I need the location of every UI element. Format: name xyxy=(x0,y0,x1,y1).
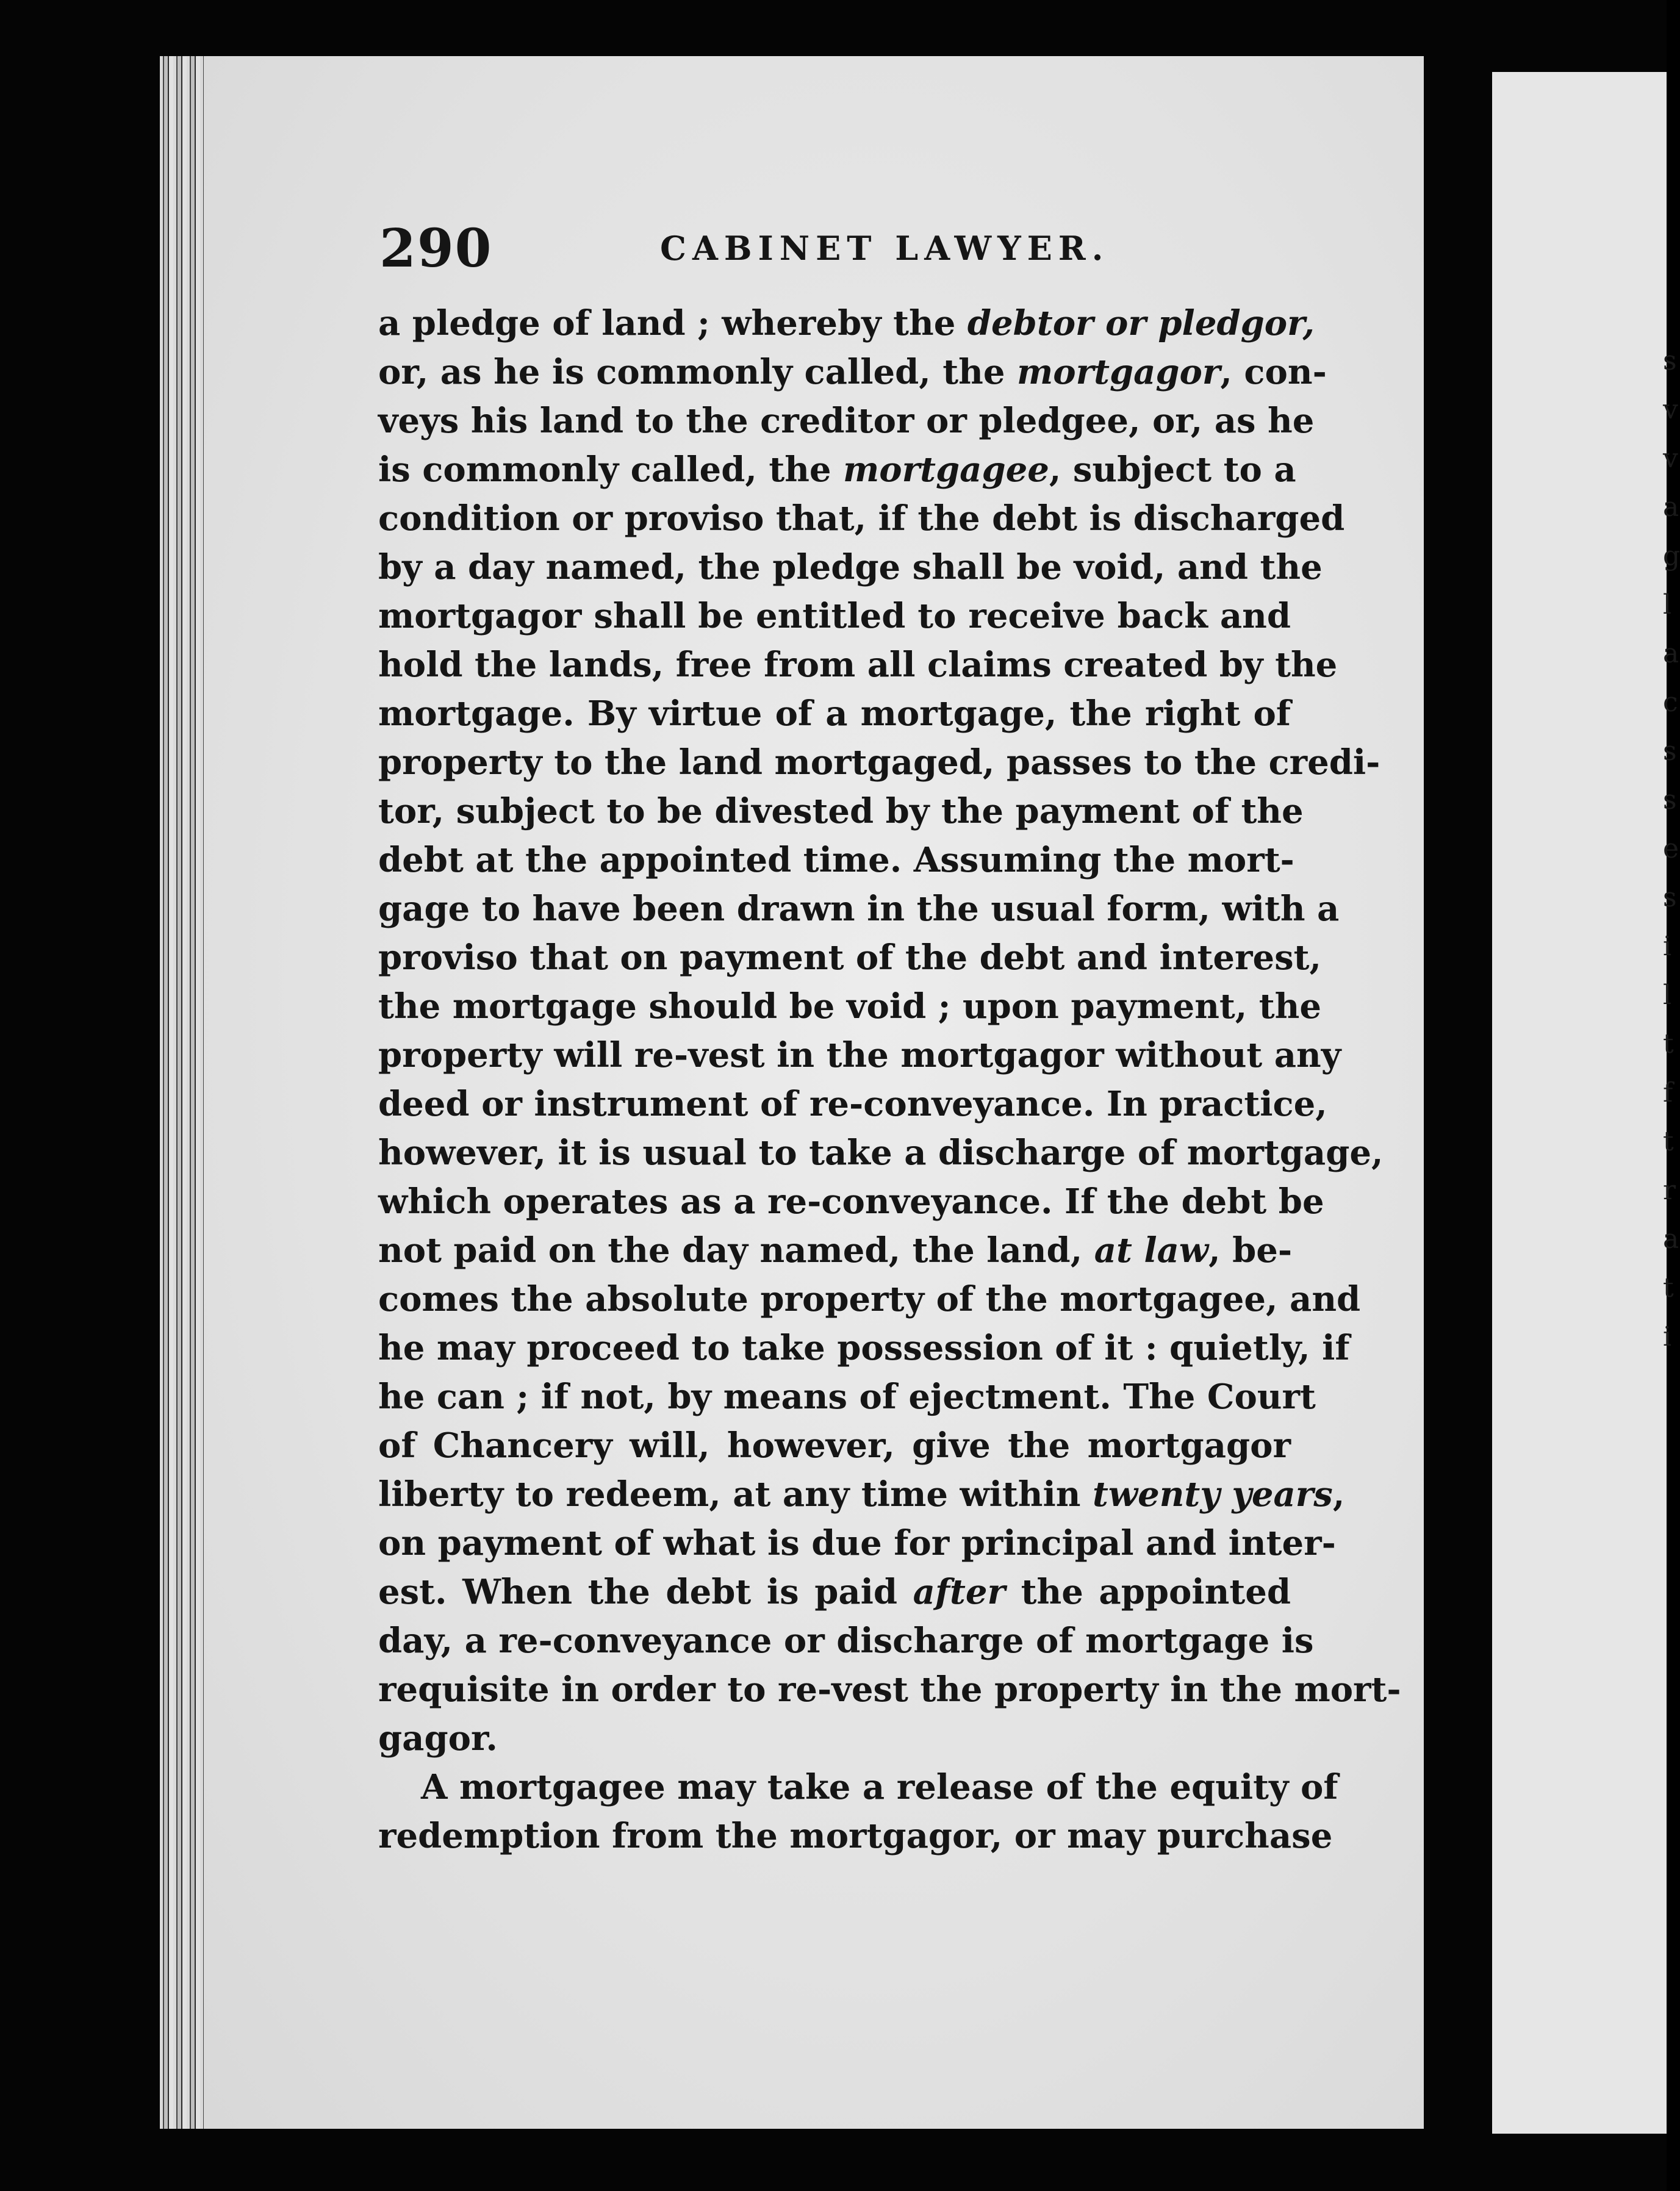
facing-page-letter-fragment: s xyxy=(1663,736,1677,767)
text-line-segment: mortgagor shall be entitled to receive back and xyxy=(378,596,1291,636)
facing-page-letter-fragment: t xyxy=(1663,1272,1674,1303)
text-line-segment: proviso that on payment of the debt and interest, xyxy=(378,938,1322,978)
text-line xyxy=(378,299,1315,348)
text-line-segment: of Chancery will, however, give the mortgagor xyxy=(378,1425,1291,1466)
text-line-segment: requisite in order to re-vest the property in the mort- xyxy=(378,1669,1401,1710)
text-line-segment: , con- xyxy=(1220,352,1327,392)
text-line-segment: however, it is usual to take a discharge of mortgage, xyxy=(378,1133,1384,1173)
body-text xyxy=(378,299,1401,1860)
facing-page-letter-fragment: t xyxy=(1663,1126,1674,1157)
running-title: CABINET LAWYER. xyxy=(660,229,1110,268)
text-line-segment: hold the lands, free from all claims created by the xyxy=(378,645,1338,685)
facing-page-edge xyxy=(1492,72,1680,2134)
text-line xyxy=(378,494,1345,543)
text-line xyxy=(378,689,1291,738)
text-line-segment: , subject to a xyxy=(1049,450,1296,490)
page-number: 290 xyxy=(379,218,493,279)
text-line xyxy=(378,1177,1324,1226)
facing-page-letter-fragment: s xyxy=(1663,882,1677,913)
text-line-segment: or, as he is commonly called, the xyxy=(378,352,1017,392)
text-line xyxy=(378,787,1304,836)
text-line xyxy=(378,933,1322,982)
text-line xyxy=(378,1714,1291,1763)
text-line-segment: which operates as a re-conveyance. If the debt be xyxy=(378,1182,1324,1222)
facing-page-letter-fragment: a xyxy=(1663,1224,1679,1255)
italic-phrase: at law xyxy=(1094,1230,1209,1271)
facing-page-letter-fragment: s xyxy=(1663,784,1677,816)
text-line xyxy=(378,640,1338,689)
text-line-segment: by a day named, the pledge shall be void, and the xyxy=(378,547,1323,587)
text-line-segment: day, a re-conveyance or discharge of mortgage is xyxy=(378,1621,1314,1661)
running-head xyxy=(379,218,1264,285)
text-line-segment: he can ; if not, by means of ejectment. The Court xyxy=(378,1377,1316,1417)
text-line xyxy=(378,1275,1361,1324)
text-line xyxy=(378,1616,1314,1665)
facing-page-letter-fragment: t xyxy=(1663,1028,1674,1060)
facing-page-letter-fragment: l xyxy=(1663,980,1672,1011)
text-line-segment: gagor. xyxy=(378,1718,498,1759)
facing-page-letter-fragment: v xyxy=(1663,394,1678,425)
text-line-segment: he may proceed to take possession of it : quietly, if xyxy=(378,1328,1350,1368)
text-line-segment: veys his land to the creditor or pledgee, or, as he xyxy=(378,401,1315,441)
text-line xyxy=(378,1324,1350,1372)
text-line xyxy=(378,1812,1333,1860)
facing-page-letter-fragment: c xyxy=(1663,687,1678,718)
text-line xyxy=(378,1421,1291,1470)
text-line-segment: a pledge of land ; whereby the xyxy=(378,303,967,343)
text-line xyxy=(378,1128,1384,1177)
text-line-segment: on payment of what is due for principal and inter- xyxy=(378,1523,1336,1563)
text-line xyxy=(378,1470,1345,1519)
text-line-segment: the mortgage should be void ; upon payment, the xyxy=(378,986,1321,1027)
text-line xyxy=(378,1763,1338,1812)
text-line-segment: property to the land mortgaged, passes to the credi- xyxy=(378,742,1380,783)
text-line-segment: the appointed xyxy=(1005,1572,1291,1612)
text-line xyxy=(378,445,1296,494)
text-line-segment: mortgage. By virtue of a mortgage, the right of xyxy=(378,694,1291,734)
text-line-segment: gage to have been drawn in the usual form, with a xyxy=(378,889,1340,929)
book-page xyxy=(204,56,1424,2129)
text-line xyxy=(378,1226,1291,1275)
text-line xyxy=(378,1568,1291,1616)
text-line xyxy=(378,884,1340,933)
text-line xyxy=(378,982,1321,1031)
facing-page-letter-fragment: a xyxy=(1663,492,1679,523)
facing-page-letter-fragment: l xyxy=(1663,589,1672,620)
text-line-segment: condition or proviso that, if the debt is discharged xyxy=(378,498,1345,539)
facing-page-letter-fragment: e xyxy=(1663,833,1679,864)
text-line xyxy=(378,396,1315,445)
italic-phrase: debtor or pledgor, xyxy=(967,303,1315,343)
text-line-segment: , be- xyxy=(1208,1230,1293,1271)
text-line-segment: , xyxy=(1332,1474,1345,1515)
text-line-segment: tor, subject to be divested by the payment of the xyxy=(378,791,1304,831)
facing-page-letter-fragment: s xyxy=(1663,345,1677,376)
italic-phrase: after xyxy=(913,1572,1006,1612)
facing-page-letter-fragment: i xyxy=(1663,931,1672,962)
text-line-segment: redemption from the mortgagor, or may purchase xyxy=(378,1816,1333,1856)
text-line xyxy=(378,1372,1316,1421)
text-line xyxy=(378,1080,1327,1128)
text-line xyxy=(378,543,1323,592)
text-line-segment: A mortgagee may take a release of the equity of xyxy=(421,1767,1338,1807)
text-line-segment: not paid on the day named, the land, xyxy=(378,1230,1094,1271)
text-line-segment: est. When the debt is paid xyxy=(378,1572,913,1612)
text-line-segment: debt at the appointed time. Assuming the mort- xyxy=(378,840,1294,880)
italic-phrase: twenty years xyxy=(1093,1474,1333,1515)
text-line xyxy=(378,592,1291,640)
text-line xyxy=(378,836,1294,884)
facing-page-letter-fragment: i xyxy=(1663,1321,1672,1352)
italic-phrase: mortgagee xyxy=(843,450,1049,490)
text-line-segment: liberty to redeem, at any time within xyxy=(378,1474,1093,1515)
text-line xyxy=(378,738,1380,787)
text-line-segment: property will re-vest in the mortgagor without any xyxy=(378,1035,1341,1075)
facing-page-letter-fragment: a xyxy=(1663,638,1679,669)
text-line xyxy=(378,1665,1401,1714)
facing-page-letter-fragment: r xyxy=(1663,1175,1676,1206)
text-line-segment: is commonly called, the xyxy=(378,450,844,490)
text-line-segment: deed or instrument of re-conveyance. In practice, xyxy=(378,1084,1327,1124)
text-line xyxy=(378,1031,1341,1080)
page-edges-binding xyxy=(160,56,204,2129)
text-line-segment: comes the absolute property of the mortgagee, and xyxy=(378,1279,1361,1319)
facing-page-letter-fragment: g xyxy=(1663,540,1680,572)
facing-page-letter-fragment: f xyxy=(1663,1077,1673,1108)
facing-page-letter-fragment: v xyxy=(1663,443,1678,474)
italic-phrase: mortgagor xyxy=(1016,352,1221,392)
text-line xyxy=(378,348,1327,396)
text-line xyxy=(378,1519,1336,1568)
